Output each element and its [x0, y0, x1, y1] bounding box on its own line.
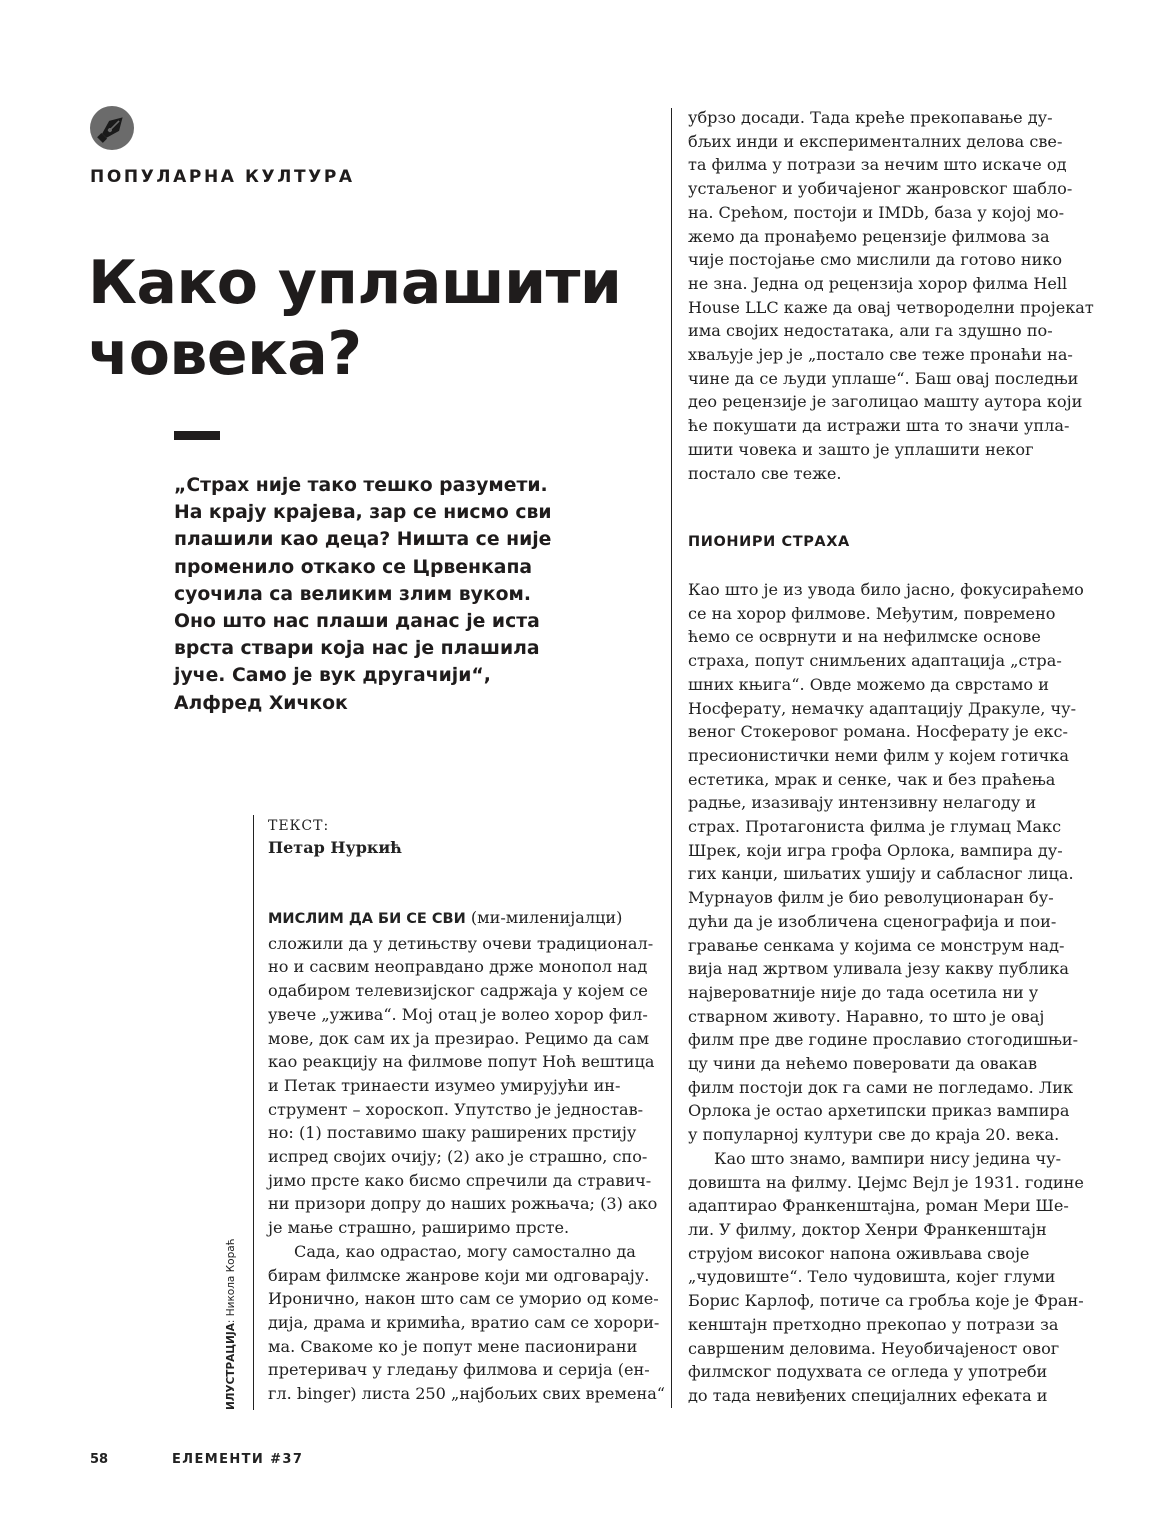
text-line: жемо да пронађемо рецензије филмова за: [688, 226, 1050, 246]
text-line: има својих недостатака, али га здушно по-: [688, 321, 1053, 341]
text-line: „чудовиште“. Тело чудовишта, којег глуми: [688, 1267, 1056, 1287]
pull-quote-line: јуче. Само је вук другачији“,: [174, 665, 491, 687]
text-line: вија над жртвом уливала језу какву публика: [688, 959, 1069, 979]
text-line: дући да је изобличена сценографија и пои-: [688, 911, 1057, 931]
text-line: Као што је из увода било јасно, фокусираћемо: [688, 580, 1084, 599]
title-line-1: Како уплашити: [88, 248, 622, 318]
pull-quote-line: Оно што нас плаши данас је иста: [174, 611, 540, 633]
text-line: гл. binger) листа 250 „најбољих свих времена“: [268, 1384, 666, 1404]
text-line: на. Срећом, постоји и IMDb, база у којој мо-: [688, 202, 1065, 222]
page-number: 58: [90, 1452, 109, 1467]
text-line: струмент – хороскоп. Упутство је једностав-: [268, 1099, 644, 1119]
illustration-label: ИЛУСТРАЦИЈА: [225, 1323, 237, 1410]
text-line: цу чини да нећемо поверовати да овакав: [688, 1054, 1038, 1074]
text-line: филм пре две године прославио стогодишњи-: [688, 1030, 1079, 1050]
text-line: страха, попут снимљених адаптација „стра-: [688, 651, 1062, 671]
text-line: Носферату, немачку адаптацију Дракуле, чу-: [688, 698, 1077, 718]
section-subhead: ПИОНИРИ СТРАХА: [688, 534, 850, 550]
text-line: убрзо досади. Тада креће прекопавање ду-: [688, 108, 1053, 127]
text-line: веног Стокеровог романа. Носферату је екс-: [688, 722, 1068, 742]
text-line: но и сасвим неоправдано држе монопол над: [268, 957, 648, 977]
text-line: Шрек, који игра грофа Орлока, вампира ду-: [688, 840, 1063, 860]
text-line: та филма у потрази за нечим што искаче од: [688, 155, 1067, 175]
text-line: и Петак тринаести изумео умирујући ин-: [268, 1075, 621, 1095]
text-line: Иронично, након што сам се уморио од коме-: [268, 1289, 659, 1309]
text-line: гих канџи, шиљатих ушију и сабласног лица.: [688, 864, 1074, 884]
text-line: као реакцију на филмове попут Ноћ вештица: [268, 1052, 655, 1072]
text-line: одабиром телевизијског садржаја у којем се: [268, 981, 648, 1001]
text-line: ни призори допру до наших рожњача; (3) ако: [268, 1194, 658, 1214]
text-line: бљих инди и експерименталних делова све-: [688, 131, 1063, 151]
pull-quote-line: Алфред Хичкок: [174, 692, 348, 714]
text-line: Као што знамо, вампири нису једина чу-: [714, 1148, 1062, 1168]
pull-quote: [174, 472, 594, 717]
body-column-3: [688, 578, 1084, 1408]
text-line: се на хорор филмове. Међутим, повремено: [688, 603, 1056, 623]
text-line: сложили да у детињству очеви традиционал-: [268, 933, 654, 953]
section-label: ПОПУЛАРНА КУЛТУРА: [90, 167, 355, 187]
lead-line: [268, 906, 665, 932]
fountain-pen-glyph: [90, 106, 134, 150]
pull-quote-line: На крају крајева, зар се нисмо сви: [174, 502, 552, 524]
text-line: мове, док сам их ја презирао. Рецимо да сам: [268, 1028, 650, 1048]
text-line: јимо прсте како бисмо спречили да стравич-: [268, 1170, 652, 1190]
body-column-1: [268, 906, 665, 1406]
text-line: шних књига“. Овде можемо да сврстамо и: [688, 674, 1049, 694]
text-line: ће покушати да истражи шта то значи упла-: [688, 416, 1070, 436]
text-line: Сада, као одрастао, могу самостално да: [294, 1241, 636, 1261]
pull-quote-line: „Страх није тако тешко разумети.: [174, 475, 548, 496]
text-line: хваљује јер је „постало све теже пронаћи на-: [688, 345, 1073, 365]
text-line: пресионистички неми филм у којем готичка: [688, 745, 1069, 765]
text-line: увече „ужива“. Мој отац је волео хорор фил-: [268, 1004, 648, 1024]
magazine-name: ЕЛЕМЕНТИ #37: [172, 1452, 304, 1467]
text-line: филмског подухвата се огледа у употреби: [688, 1362, 1048, 1382]
text-line: Орлока је остао архетипски приказ вампира: [688, 1101, 1070, 1121]
pull-quote-line: суочила са великим злим вуком.: [174, 583, 531, 605]
text-line: Мурнауов филм је био револуционаран бу-: [688, 888, 1054, 908]
text-line: радње, изазивају интензивну нелагоду и: [688, 793, 1037, 813]
text-line: чине да се људи уплаше“. Баш овај последњи: [688, 368, 1079, 388]
text-line: кенштајн претходно прекопао у потрази за: [688, 1314, 1059, 1334]
body-column-2: [688, 106, 1094, 485]
text-line: бирам филмске жанрове који ми одговарају.: [268, 1265, 650, 1285]
text-line: савршеним деловима. Неуобичајеност овог: [688, 1338, 1060, 1358]
title-dash-divider: [174, 431, 220, 440]
text-line: естетика, мрак и сенке, чак и без праћења: [688, 769, 1056, 789]
text-line: страх. Протагониста филма је глумац Макс: [688, 817, 1062, 837]
text-line: стварном животу. Наравно, то што је овај: [688, 1006, 1045, 1026]
text-line: дија, драма и кримића, вратио сам се хорори-: [268, 1312, 660, 1332]
text-line: филм постоји док га сами не погледамо. Лик: [688, 1077, 1074, 1097]
text-line: ћемо се осврнути и на нефилмске основе: [688, 627, 1041, 647]
article-title: [88, 248, 668, 390]
text-line: шити човека и зашто је уплашити неког: [688, 439, 1034, 459]
text-line: Борис Карлоф, потиче са гробља које је Фран-: [688, 1291, 1084, 1311]
text-line: претеривач у гледању филмова и серија (ен-: [268, 1360, 650, 1380]
pull-quote-line: променило откако се Црвенкапа: [174, 556, 533, 578]
text-line: но: (1) поставимо шаку раширених прстију: [268, 1123, 637, 1143]
column-divider: [671, 108, 672, 1408]
text-line: довишта на филму. Џејмс Вејл је 1931. године: [688, 1172, 1084, 1192]
text-line: највероватније није до тада осетила ни у: [688, 982, 1039, 1002]
title-line-2: човека?: [88, 319, 362, 389]
text-line: не зна. Једна од рецензија хорор филма Hell: [688, 273, 1068, 293]
illustrator-name: : Никола Кораћ: [225, 1238, 237, 1324]
fountain-pen-icon: [90, 106, 134, 150]
credit-text-label: ТЕКСТ:: [268, 818, 330, 834]
text-line: до тада невиђених специјалних ефеката и: [688, 1385, 1048, 1405]
author-name: Петар Нуркић: [268, 838, 402, 857]
pull-quote-line: плашили као деца? Ништа се није: [174, 529, 552, 551]
text-line: гравање сенкама у којима се монструм над-: [688, 935, 1065, 955]
text-line: House LLC каже да овај четвороделни пројекат: [688, 297, 1094, 317]
credit-rule: [253, 815, 254, 1410]
text-line: устаљеног и уобичајеног жанровског шабло-: [688, 179, 1073, 199]
illustration-credit: [225, 1210, 237, 1410]
text-line: у популарној култури све до краја 20. века.: [688, 1125, 1060, 1145]
text-line: ма. Свакоме ко је попут мене пасионирани: [268, 1336, 638, 1356]
text-line: постало све теже.: [688, 463, 842, 483]
text-line: чије постојање смо мислили да готово нико: [688, 250, 1063, 270]
lead-line-rest: (ми-миленијалци): [465, 908, 623, 927]
text-line: испред својих очију; (2) ако је страшно, спо-: [268, 1147, 648, 1167]
text-line: је мање страшно, раширимо прсте.: [268, 1218, 570, 1238]
text-line: адаптирао Франкенштајна, роман Мери Ше-: [688, 1196, 1069, 1216]
text-line: струјом високог напона оживљава своје: [688, 1243, 1030, 1263]
text-line: део рецензије је заголицао машту аутора који: [688, 392, 1083, 412]
pull-quote-line: врста ствари која нас је плашила: [174, 638, 540, 660]
lead-in: МИСЛИМ ДА БИ СЕ СВИ: [268, 911, 466, 927]
text-line: ли. У филму, доктор Хенри Франкенштајн: [688, 1219, 1047, 1239]
